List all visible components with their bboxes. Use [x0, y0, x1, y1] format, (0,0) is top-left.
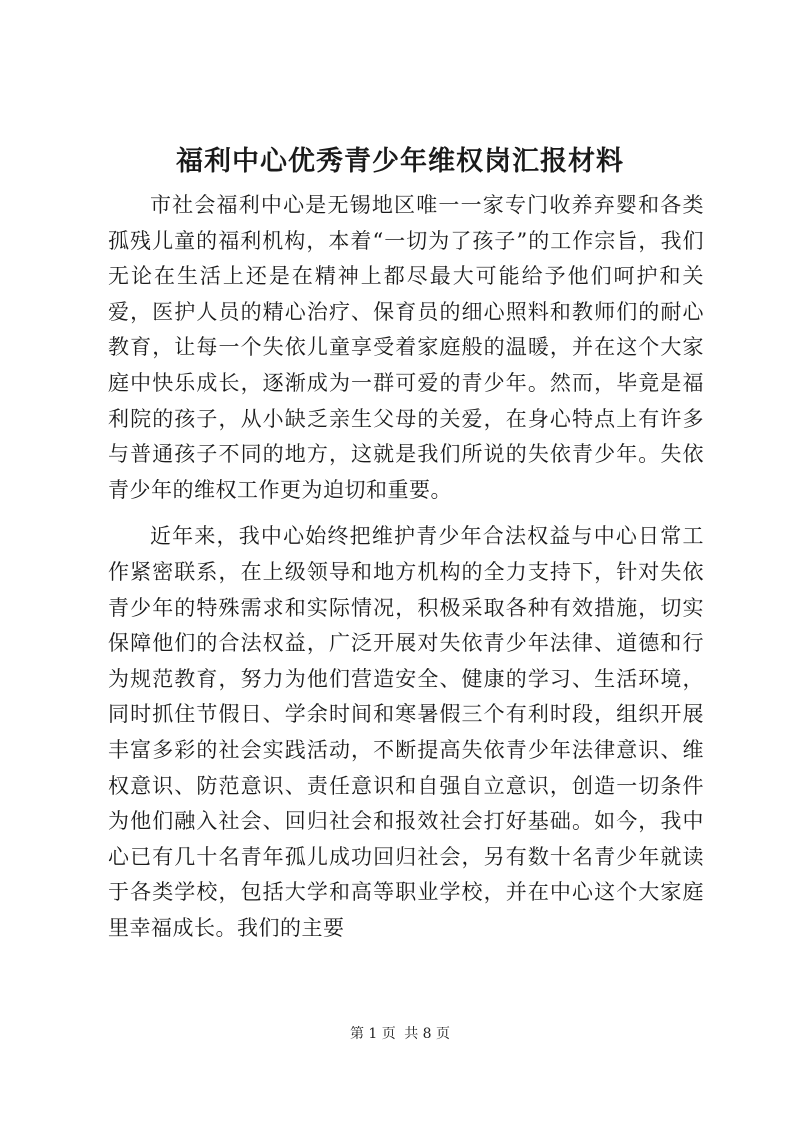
page-footer — [0, 1024, 800, 1044]
paragraph-2: 近年来，我中心始终把维护青少年合法权益与中心日常工作紧密联系，在上级领导和地方机构的全力支持下，针对失依青少年的特殊需求和实际情况，积极采取各种有效措施，切实保障他们的合法权益，广泛开展对失依青少年法律、道德和行为规范教育，努力为他们营造安全、健康的学习、生活环境，同时抓住节假日、学余时间和寒暑假三个有利时段，组织开展丰富多彩的社会实践活动，不断提高失依青少年法律意识、维权意识、防范意识、责任意识和自强自立意识，创造一切条件为他们融入社会、回归社会和报效社会打好基础。如今，我中心已有几十名青年孤儿成功回归社会，另有数十名青少年就读于各类学校，包括大学和高等职业学校，并在中心这个大家庭里幸福成长。我们的主要 — [108, 524, 704, 940]
page-number: 第 1 页 — [349, 1026, 396, 1042]
document-title: 福利中心优秀青少年维权岗汇报材料 — [176, 146, 624, 177]
document-body — [108, 188, 704, 946]
paragraph-1: 市社会福利中心是无锡地区唯一一家专门收养弃婴和各类孤残儿童的福利机构，本着“一切为了孩子”的工作宗旨，我们无论在生活上还是在精神上都尽最大可能给予他们呵护和关爱，医护人员的精心治疗、保育员的细心照料和教师们的耐心教育，让每一个失依儿童享受着家庭般的温暖，并在这个大家庭中快乐成长，逐渐成为一群可爱的青少年。然而，毕竟是福利院的孩子，从小缺乏亲生父母的关爱，在身心特点上有许多与普通孩子不同的地方，这就是我们所说的失依青少年。失依青少年的维权工作更为迫切和重要。 — [108, 193, 704, 502]
page-total: 共 8 页 — [404, 1026, 451, 1042]
